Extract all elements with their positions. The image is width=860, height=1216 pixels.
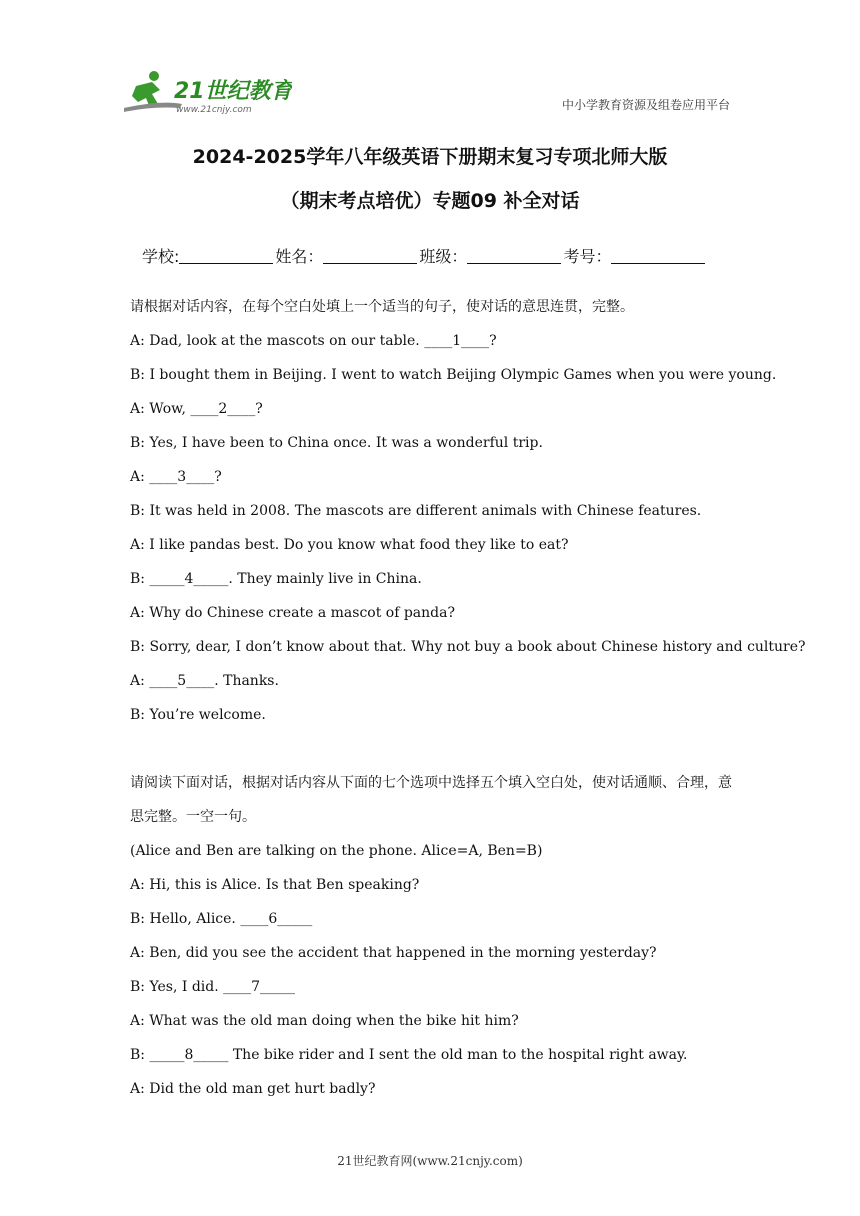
line-text-after: . Thanks.	[214, 673, 279, 689]
dialogue-line	[130, 664, 740, 698]
svg-text:21世纪教育: 21世纪教育	[174, 79, 292, 104]
answer-blank[interactable]: _____8_____	[149, 1047, 229, 1063]
line-text: (Alice and Ben are talking on the phone. Alice=A, Ben=B)	[130, 843, 543, 859]
name-label: 姓名：	[275, 247, 324, 266]
dialogue-line	[130, 494, 740, 528]
line-text: A:	[130, 469, 150, 485]
dialogue-line	[130, 528, 740, 562]
dialogue-line	[130, 562, 740, 596]
school-field[interactable]	[179, 247, 273, 264]
line-text: B:	[130, 571, 150, 587]
dialogue-line	[130, 902, 740, 936]
section1-instruction: 请根据对话内容，在每个空白处填上一个适当的句子，使对话的意思连贯，完整。	[130, 299, 634, 315]
school-label: 学校:	[142, 247, 180, 266]
dialogue-line	[130, 392, 740, 426]
dialogue-line	[130, 460, 740, 494]
dialogue-line	[130, 1038, 740, 1072]
line-text-after: ?	[489, 333, 497, 349]
section2-dialogue	[130, 834, 740, 1106]
exam-number-field[interactable]	[611, 247, 705, 264]
name-field[interactable]	[323, 247, 417, 264]
student-info-row	[142, 244, 707, 267]
line-text: A: Dad, look at the mascots on our table.	[130, 333, 425, 349]
svg-text:www.21cnjy.com: www.21cnjy.com	[176, 105, 252, 115]
line-text: B: Hello, Alice.	[130, 911, 241, 927]
dialogue-line	[130, 936, 740, 970]
line-text-after: The bike rider and I sent the old man to the hospital right away.	[228, 1047, 688, 1063]
line-text: B:	[130, 1047, 150, 1063]
line-text: A: Wow,	[130, 401, 191, 417]
dialogue-line	[130, 1004, 740, 1038]
line-text: B: You’re welcome.	[130, 707, 266, 723]
exercise-content	[130, 290, 806, 1106]
platform-label: 中小学教育资源及组卷应用平台	[561, 98, 730, 112]
line-text: B: Sorry, dear, I don’t know about that. Why not buy a book about Chinese history and culture?	[130, 639, 806, 655]
dialogue-line	[130, 630, 806, 664]
line-text: A:	[130, 673, 150, 689]
page-title: 2024-2025学年八年级英语下册期末复习专项北师大版	[192, 146, 668, 168]
class-field[interactable]	[467, 247, 561, 264]
line-text: B: Yes, I did.	[130, 979, 224, 995]
answer-blank[interactable]: ____1____	[424, 333, 490, 349]
dialogue-line	[130, 1072, 740, 1106]
dialogue-line	[130, 698, 740, 732]
line-text-after: . They mainly live in China.	[228, 571, 422, 587]
dialogue-line	[130, 970, 740, 1004]
line-text: A: Why do Chinese create a mascot of panda?	[130, 605, 455, 621]
dialogue-line	[130, 426, 740, 460]
dialogue-line	[130, 596, 740, 630]
line-text: B: I bought them in Beijing. I went to watch Beijing Olympic Games when you were young.	[130, 367, 777, 383]
line-text-after: ?	[255, 401, 263, 417]
section2-instruction: 请阅读下面对话，根据对话内容从下面的七个选项中选择五个填入空白处，使对话通顺、合理，意思完整。一空一句。	[130, 775, 732, 825]
line-text: B: It was held in 2008. The mascots are different animals with Chinese features.	[130, 503, 702, 519]
answer-blank[interactable]: ____2____	[190, 401, 256, 417]
class-label: 班级：	[419, 247, 468, 266]
line-text: A: What was the old man doing when the bike hit him?	[130, 1013, 519, 1029]
footer: 21世纪教育网(www.21cnjy.com)	[337, 1154, 523, 1168]
exam-number-label: 考号：	[563, 247, 612, 266]
line-text: A: I like pandas best. Do you know what food they like to eat?	[130, 537, 569, 553]
line-text-after: ?	[214, 469, 222, 485]
answer-blank[interactable]: ____7_____	[223, 979, 296, 995]
answer-blank[interactable]: ____5____	[149, 673, 215, 689]
line-text: A: Did the old man get hurt badly?	[130, 1081, 376, 1097]
dialogue-line	[130, 358, 777, 392]
answer-blank[interactable]: _____4_____	[149, 571, 229, 587]
dialogue-line	[130, 324, 740, 358]
line-text: B: Yes, I have been to China once. It was a wonderful trip.	[130, 435, 543, 451]
dialogue-line	[130, 834, 740, 868]
answer-blank[interactable]: ____3____	[149, 469, 215, 485]
section1-dialogue	[130, 324, 806, 732]
runner-logo-icon	[122, 70, 292, 116]
line-text: A: Hi, this is Alice. Is that Ben speaking?	[130, 877, 420, 893]
dialogue-line	[130, 868, 740, 902]
line-text: A: Ben, did you see the accident that happened in the morning yesterday?	[130, 945, 657, 961]
page-subtitle: （期末考点培优）专题09 补全对话	[280, 190, 580, 212]
answer-blank[interactable]: ____6_____	[240, 911, 313, 927]
logo	[122, 70, 292, 116]
